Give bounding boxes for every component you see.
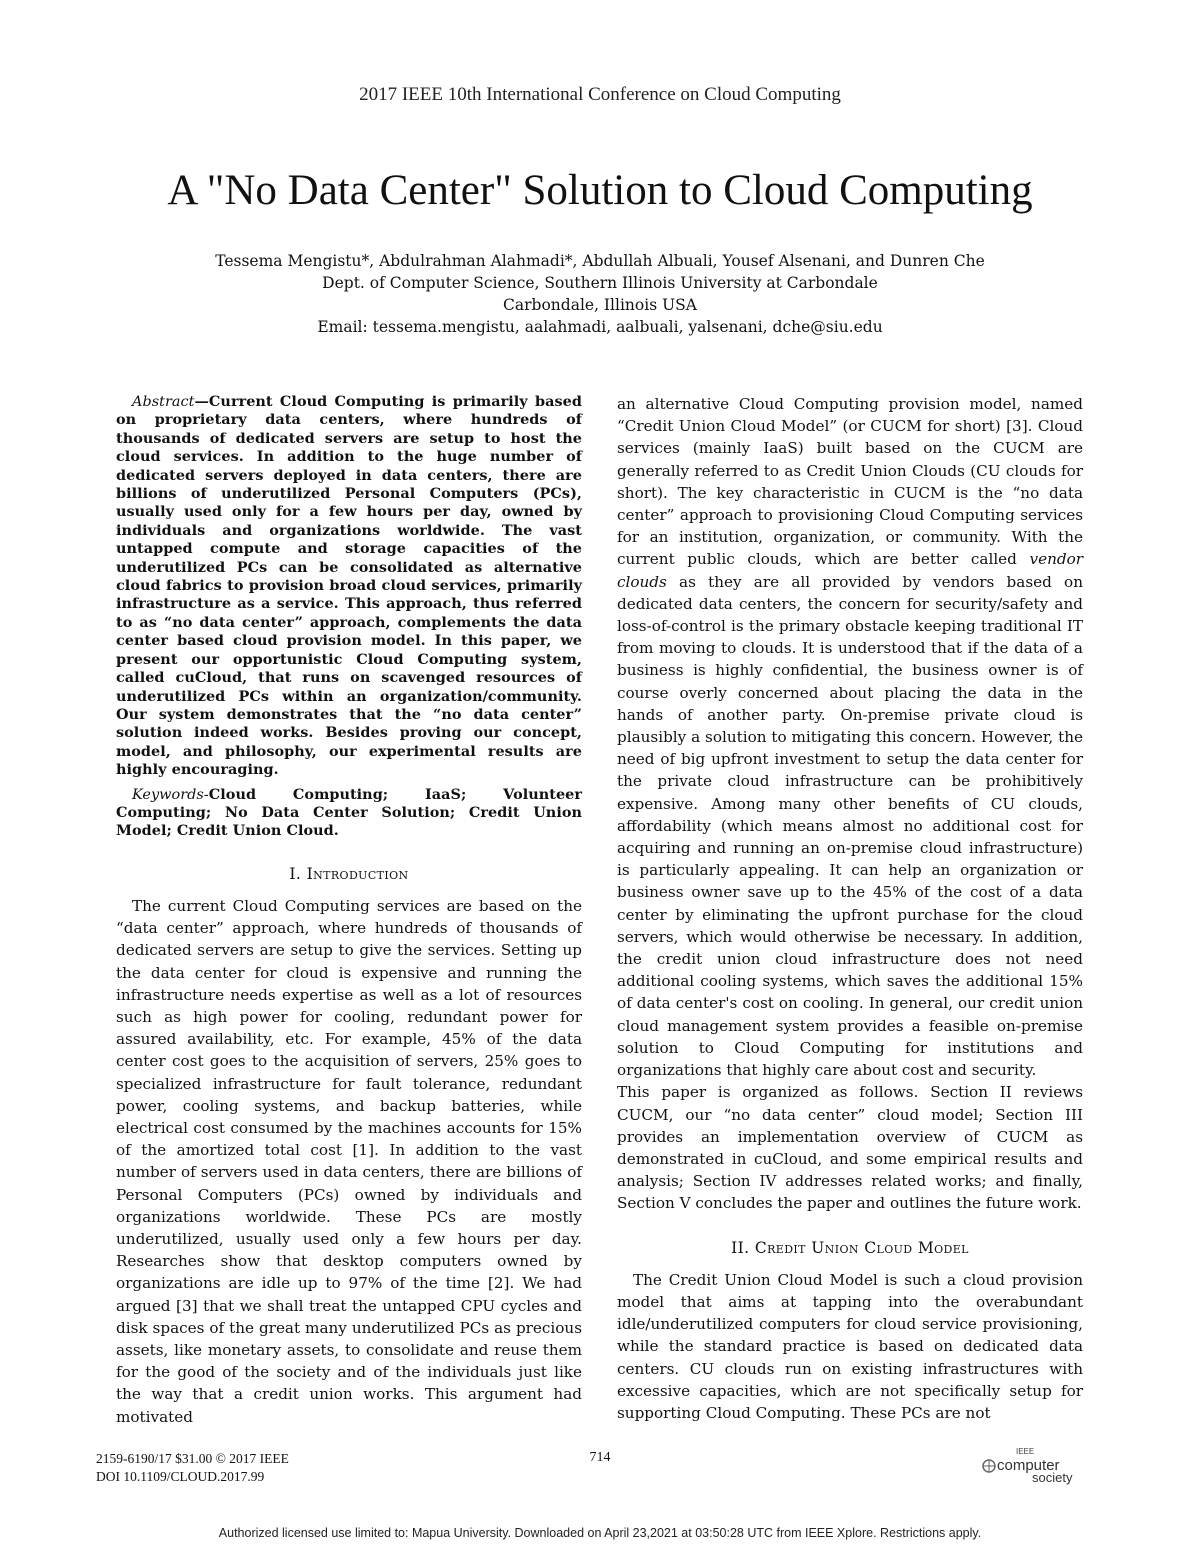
continued-paragraph <box>617 393 1083 1081</box>
author-block <box>0 250 1200 338</box>
right-column <box>617 393 1083 1424</box>
paper-title: A "No Data Center" Solution to Cloud Computing <box>167 167 1033 214</box>
keywords-label: Keywords- <box>132 786 209 803</box>
keywords-paragraph <box>116 786 582 841</box>
abstract-paragraph <box>116 393 582 780</box>
computer-society-logo <box>980 1446 1090 1486</box>
vendor-clouds-term: vendor clouds <box>617 550 1083 591</box>
logo-ieee-text: IEEE <box>1016 1447 1035 1456</box>
organization-paragraph: This paper is organized as follows. Section II reviews CUCM, our “no data center” cloud model; Section III provides an implementation overview of CUCM as demonstrated in cuCloud, and some empirical results and analysis; Section IV addresses related works; and finally, Section V concludes the paper and outlines the future work. <box>617 1083 1083 1213</box>
author-email: Email: tessema.mengistu, aalahmadi, aalbuali, yalsenani, dche@siu.edu <box>317 318 883 336</box>
abstract-label: Abstract <box>132 394 195 410</box>
page-number: 714 <box>589 1450 611 1465</box>
logo-society-text: society <box>1032 1470 1073 1485</box>
cucm-paragraph: The Credit Union Cloud Model is such a cloud provision model that aims at tapping into the overabundant idle/underutilized computers for cloud service provisioning, while the standard practice is based on dedicated data centers. CU clouds run on existing infrastructures with excessive capacities, which are not specifically setup for supporting Cloud Computing. These PCs are not <box>617 1270 1083 1422</box>
affiliation-city: Carbondale, Illinois USA <box>503 296 697 314</box>
keywords-text: Cloud Computing; IaaS; Volunteer Computing; No Data Center Solution; Credit Union Model; Credit Union Cloud. <box>116 785 582 840</box>
left-column <box>116 393 582 1428</box>
affiliation-dept: Dept. of Computer Science, Southern Illinois University at Carbondale <box>322 274 878 292</box>
section-heading-cucm: II. Credit Union Cloud Model <box>731 1238 969 1257</box>
authorized-use-notice: Authorized licensed use limited to: Mapua University. Downloaded on April 23,2021 at 03:50:28 UTC from IEEE Xplore. Restrictions apply. <box>218 1526 982 1540</box>
abstract-block <box>116 393 582 841</box>
continued-text-a: an alternative Cloud Computing provision model, named “Credit Union Cloud Model” (or CUCM for short) [3]. Cloud services (mainly IaaS) built based on the CUCM are generally referred to as Credit Union Clouds (CU clouds for short). The key characteristic in CUCM is the “no data center” approach to provisioning Cloud Computing services for an institution, organization, or community. With the current public clouds, which are better called <box>617 395 1083 569</box>
intro-paragraph: The current Cloud Computing services are based on the “data center” approach, where hundreds of thousands of dedicated servers are setup to give the services. Setting up the data center for cloud is expensive and running the infrastructure needs expertise as well as a lot of resources such as high power for cooling, redundant power for assured availability, etc. For example, 45% of the data center cost goes to the acquisition of servers, 25% goes to specialized infrastructure for fault tolerance, redundant power, cooling systems, and backup batteries, while electrical cost consumed by the machines accounts for 15% of the amortized total cost [1]. In addition to the vast number of servers used in data centers, there are billions of Personal Computers (PCs) owned by individuals and organizations worldwide. These PCs are mostly underutilized, usually used only a few hours per day. Researches show that desktop computers owned by organizations are idle up to 97% of the time [2]. We had argued [3] that we shall treat the untapped CPU cycles and disk spaces of the great many underutilized PCs as precious assets, like monetary assets, to consolidate and reuse them for the good of the society and of the individuals just like the way that a credit union works. This argument had motivated <box>116 896 582 1426</box>
logo-computer-text: computer <box>997 1457 1060 1474</box>
continued-text-b: as they are all provided by vendors based on dedicated data centers, the concern for security/safety and loss-of-control is the primary obstacle keeping traditional IT from moving to clouds. It is understood that if the data of a business is highly confidential, the business owner is of course overly concerned about placing the data in the hands of another party. On-premise private cloud is plausibly a solution to mitigating this concern. However, the need of big upfront investment to setup the data center for the private cloud infrastructure can be prohibitively expensive. Among many other benefits of CU clouds, affordability (which means almost no additional cost for acquiring and running an on-premise cloud infrastructure) is particularly appealing. It can help an organization or business owner save up to the 45% of the cost of a data center by eliminating the upfront purchase for the cloud servers, which would otherwise be necessary. In addition, the credit union cloud infrastructure does not need additional cooling systems, which saves the additional 15% of data center's cost on cooling. In general, our credit union cloud management system provides a feasible on-premise solution to Cloud Computing for institutions and organizations that highly care about cost and security. <box>617 572 1083 1080</box>
section-heading-introduction: I. Introduction <box>289 864 409 883</box>
author-list: Tessema Mengistu*, Abdulrahman Alahmadi*, Abdullah Albuali, Yousef Alsenani, and Dunren Che <box>215 252 985 270</box>
issn-line: 2159-6190/17 $31.00 © 2017 IEEE <box>96 1451 289 1466</box>
conference-header: 2017 IEEE 10th International Conference on Cloud Computing <box>359 84 841 105</box>
doi-line: DOI 10.1109/CLOUD.2017.99 <box>96 1469 265 1484</box>
abstract-text: —Current Cloud Computing is primarily based on proprietary data centers, where hundreds of thousands of dedicated servers are setup to host the cloud services. In addition to the huge number of dedicated servers deployed in data centers, there are billions of underutilized Personal Computers (PCs), usually used only for a few hours per day, owned by individuals and organizations worldwide. The vast untapped compute and storage capacities of the underutilized PCs can be consolidated as alternative cloud fabrics to provision broad cloud services, primarily infrastructure as a service. This approach, thus referred to as “no data center” approach, complements the data center based cloud provision model. In this paper, we present our opportunistic Cloud Computing system, called cuCloud, that runs on scavenged resources of underutilized PCs within an organization/community. Our system demonstrates that the “no data center” solution indeed works. Besides proving our concept, model, and philosophy, our experimental results are highly encouraging. <box>116 393 582 779</box>
